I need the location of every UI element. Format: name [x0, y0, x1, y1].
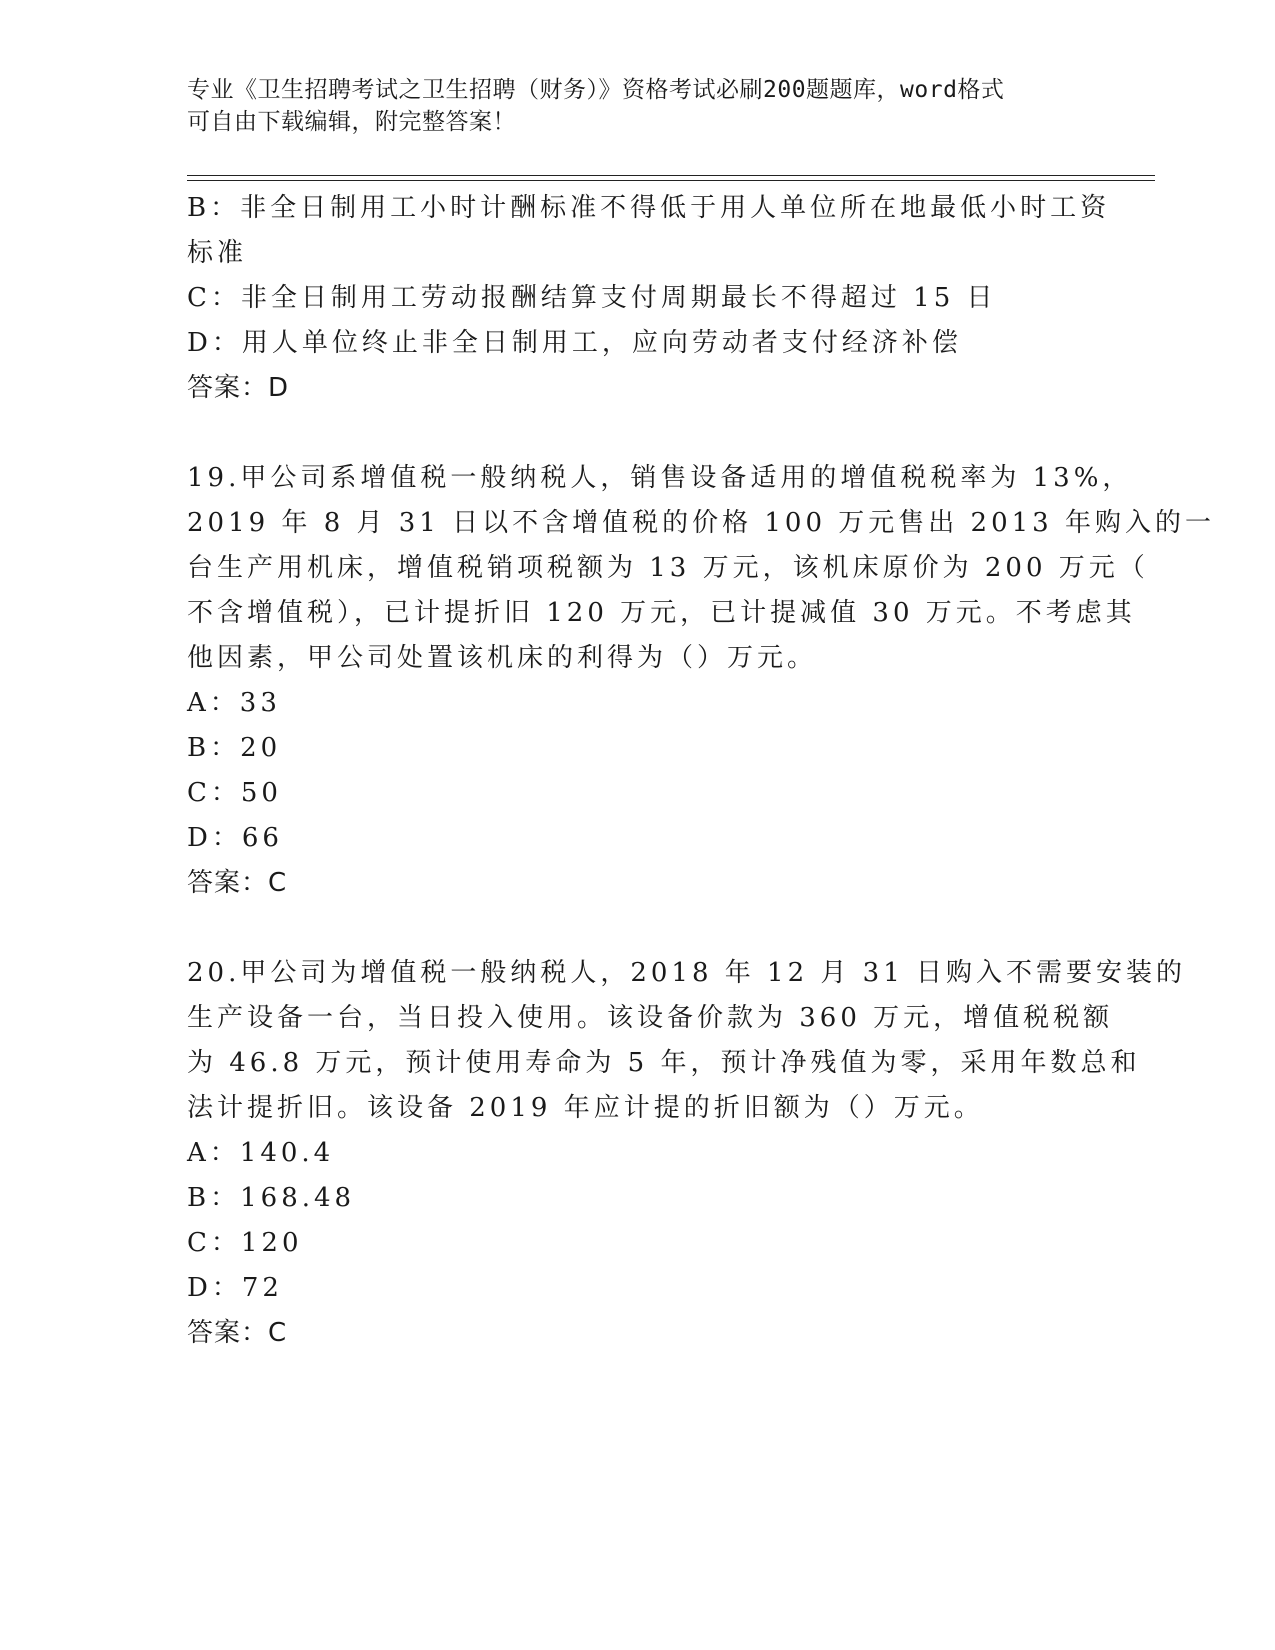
question-19 [187, 456, 1215, 906]
question-text-line: 20.甲公司为增值税一般纳税人，2018 年 12 月 31 日购入不需要安装的 [187, 958, 1187, 988]
option-b: B：20 [187, 733, 282, 763]
question-text-line: 法计提折旧。该设备 2019 年应计提的折旧额为（）万元。 [187, 1093, 984, 1123]
question-text-line: 不含增值税），已计提折旧 120 万元，已计提减值 30 万元。不考虑其 [187, 598, 1136, 628]
option-b-continued: 标准 [187, 238, 248, 268]
previous-question-tail [187, 186, 1111, 411]
header-title-line-1: 专业《卫生招聘考试之卫生招聘（财务）》资格考试必刷200题题库，word格式 [187, 77, 1005, 103]
option-a: A：33 [187, 688, 281, 718]
answer-line: 答案：C [187, 1318, 288, 1348]
option-c: C：非全日制用工劳动报酬结算支付周期最长不得超过 15 日 [187, 283, 997, 313]
question-text-line: 他因素，甲公司处置该机床的利得为（）万元。 [187, 643, 818, 673]
option-b: B：168.48 [187, 1183, 356, 1213]
option-b: B：非全日制用工小时计酬标准不得低于用人单位所在地最低小时工资 [187, 193, 1111, 223]
header-title-line-2: 可自由下载编辑，附完整答案！ [187, 109, 516, 135]
option-d: D：66 [187, 823, 283, 853]
option-c: C：50 [187, 778, 282, 808]
question-text-line: 为 46.8 万元，预计使用寿命为 5 年，预计净残值为零，采用年数总和 [187, 1048, 1141, 1078]
option-d: D：用人单位终止非全日制用工，应向劳动者支付经济补偿 [187, 328, 962, 358]
option-a: A：140.4 [187, 1138, 335, 1168]
question-text-line: 台生产用机床，增值税销项税额为 13 万元，该机床原价为 200 万元（ [187, 553, 1149, 583]
header-divider [187, 175, 1155, 181]
answer-line: 答案：D [187, 373, 290, 403]
document-body [187, 186, 1215, 1356]
spacer [187, 906, 1087, 951]
spacer [187, 411, 1087, 456]
answer-line: 答案：C [187, 868, 288, 898]
option-d: D：72 [187, 1273, 283, 1303]
document-header [187, 74, 1067, 138]
option-c: C：120 [187, 1228, 303, 1258]
question-text-line: 2019 年 8 月 31 日以不含增值税的价格 100 万元售出 2013 年购入的一 [187, 508, 1215, 538]
question-text-line: 19.甲公司系增值税一般纳税人，销售设备适用的增值税税率为 13%， [187, 463, 1133, 493]
question-20 [187, 951, 1187, 1356]
question-text-line: 生产设备一台，当日投入使用。该设备价款为 360 万元，增值税税额 [187, 1003, 1114, 1033]
